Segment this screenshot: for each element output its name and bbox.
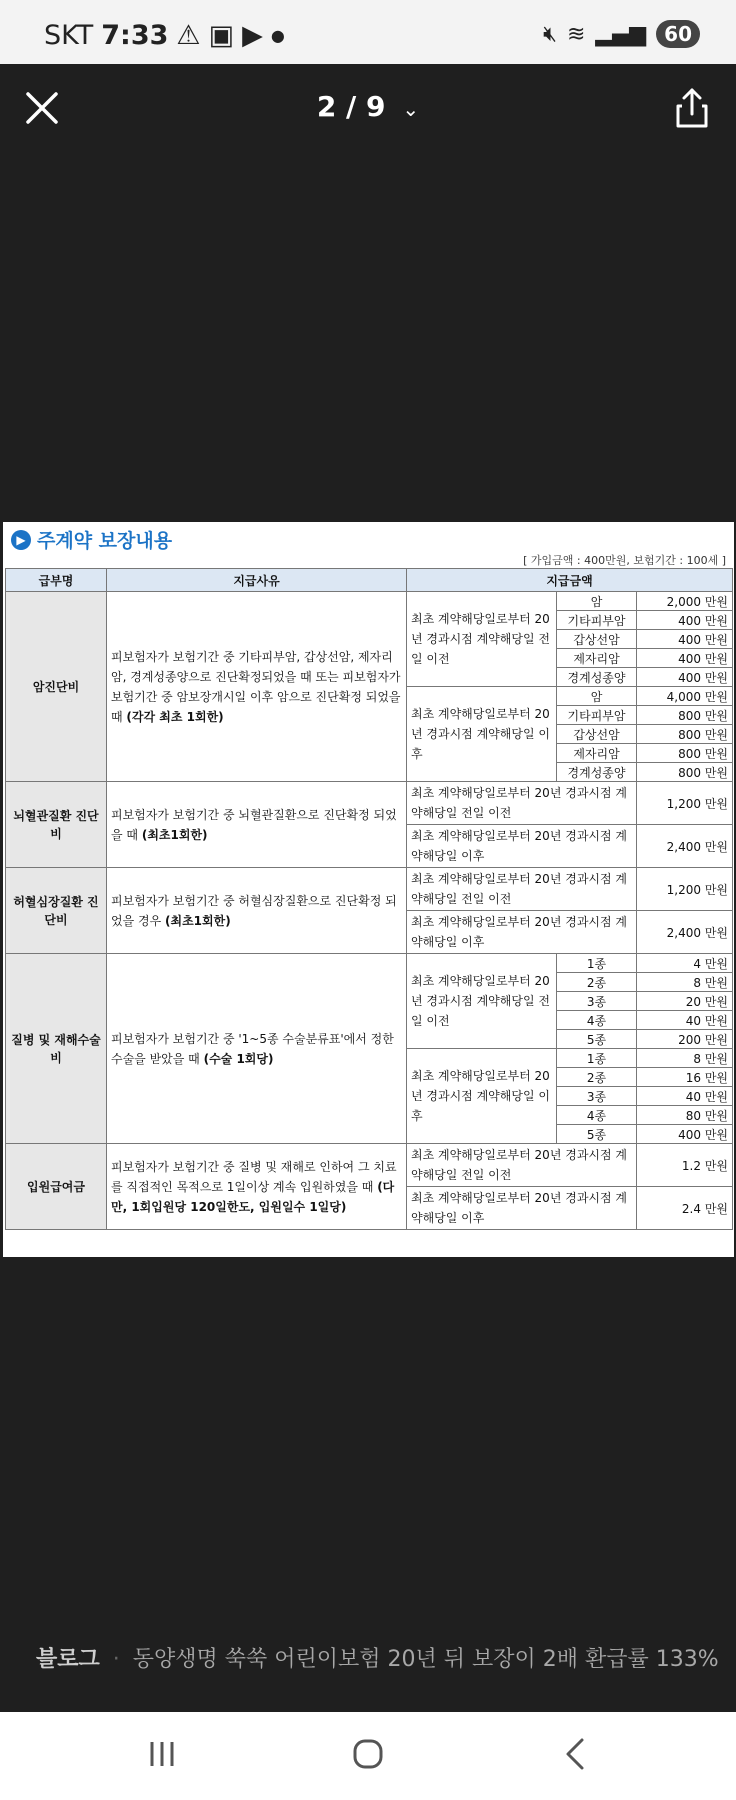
sub-type: 5종	[557, 1030, 637, 1049]
condition-after: 최초 계약해당일로부터 20년 경과시점 계약해당일 이후	[407, 687, 557, 782]
sub-type: 3종	[557, 1087, 637, 1106]
sub-amount: 40 만원	[637, 1087, 733, 1106]
condition-after: 최초 계약해당일로부터 20년 경과시점 계약해당일 이후	[407, 911, 637, 954]
benefit-name: 질병 및 재해수술비	[6, 954, 107, 1144]
amount: 2.4 만원	[637, 1187, 733, 1230]
status-bar	[0, 0, 736, 64]
sub-amount: 80 만원	[637, 1106, 733, 1125]
condition-before: 최초 계약해당일로부터 20년 경과시점 계약해당일 전일 이전	[407, 592, 557, 687]
sub-type: 4종	[557, 1011, 637, 1030]
benefit-reason: 피보험자가 보험기간 중 허혈심장질환으로 진단확정 되었을 경우 (최초1회한)	[107, 868, 407, 954]
recent-apps-icon[interactable]	[144, 1736, 180, 1772]
sub-type: 2종	[557, 1068, 637, 1087]
amount: 2,400 만원	[637, 825, 733, 868]
table-row	[6, 592, 733, 611]
sub-type: 기타피부암	[557, 706, 637, 725]
sub-type: 1종	[557, 954, 637, 973]
doc-subtitle: [ 가입금액 : 400만원, 보험기간 : 100세 ]	[523, 554, 726, 567]
sub-amount: 400 만원	[637, 668, 733, 687]
image-caption[interactable]	[36, 1642, 719, 1673]
signal-icon: ▂▄▆	[595, 21, 647, 47]
sub-type: 기타피부암	[557, 611, 637, 630]
notification-dot-icon: ●	[270, 26, 285, 45]
back-icon[interactable]	[558, 1736, 594, 1772]
sub-amount: 20 만원	[637, 992, 733, 1011]
sub-amount: 400 만원	[637, 611, 733, 630]
benefit-name: 암진단비	[6, 592, 107, 782]
condition-before: 최초 계약해당일로부터 20년 경과시점 계약해당일 전일 이전	[407, 868, 637, 911]
sub-amount: 8 만원	[637, 973, 733, 992]
media-icon: ▶	[242, 20, 263, 51]
separator-dot: ·	[112, 1647, 120, 1672]
viewer-top-bar	[0, 64, 736, 152]
condition-after: 최초 계약해당일로부터 20년 경과시점 계약해당일 이후	[407, 825, 637, 868]
sub-amount: 200 만원	[637, 1030, 733, 1049]
doc-title-text: 주계약 보장내용	[37, 530, 173, 552]
sub-type: 제자리암	[557, 649, 637, 668]
condition-after: 최초 계약해당일로부터 20년 경과시점 계약해당일 이후	[407, 1187, 637, 1230]
header-benefit: 급부명	[6, 569, 107, 592]
caption-title: 동양생명 쑥쑥 어린이보험 20년 뒤 보장이 2배 환급률 133%	[132, 1647, 719, 1672]
table-row	[6, 1144, 733, 1187]
document-image[interactable]	[3, 522, 734, 1257]
warning-icon: ⚠	[176, 20, 201, 51]
status-right	[543, 20, 700, 48]
sub-amount: 4,000 만원	[637, 687, 733, 706]
mute-icon: 🔇︎	[543, 21, 557, 47]
sub-amount: 40 만원	[637, 1011, 733, 1030]
sub-amount: 8 만원	[637, 1049, 733, 1068]
condition-before: 최초 계약해당일로부터 20년 경과시점 계약해당일 전일 이전	[407, 954, 557, 1049]
condition-before: 최초 계약해당일로부터 20년 경과시점 계약해당일 전일 이전	[407, 782, 637, 825]
sub-amount: 16 만원	[637, 1068, 733, 1087]
page-counter[interactable]	[0, 90, 736, 123]
amount: 1.2 만원	[637, 1144, 733, 1187]
amount: 2,400 만원	[637, 911, 733, 954]
sub-amount: 800 만원	[637, 706, 733, 725]
system-nav-bar	[0, 1712, 736, 1800]
battery-level: 60	[656, 20, 700, 48]
sub-amount: 2,000 만원	[637, 592, 733, 611]
carrier-label: SKT	[44, 20, 94, 51]
table-header-row	[6, 569, 733, 592]
sub-amount: 800 만원	[637, 725, 733, 744]
sub-amount: 400 만원	[637, 630, 733, 649]
sub-type: 4종	[557, 1106, 637, 1125]
sub-amount: 800 만원	[637, 744, 733, 763]
sub-type: 갑상선암	[557, 725, 637, 744]
sub-type: 2종	[557, 973, 637, 992]
benefit-reason: 피보험자가 보험기간 중 '1~5종 수술분류표'에서 정한 수술을 받았을 때 (수술 1회당)	[107, 954, 407, 1144]
sub-type: 3종	[557, 992, 637, 1011]
benefit-name: 뇌혈관질환 진단비	[6, 782, 107, 868]
sub-type: 제자리암	[557, 744, 637, 763]
table-row	[6, 868, 733, 911]
sub-type: 갑상선암	[557, 630, 637, 649]
chevron-down-icon: ⌄	[402, 97, 420, 121]
sub-amount: 4 만원	[637, 954, 733, 973]
screenshot-icon: ▣	[208, 20, 235, 51]
sub-amount: 800 만원	[637, 763, 733, 782]
benefit-reason: 피보험자가 보험기간 중 질병 및 재해로 인하여 그 치료를 직접적인 목적으로 1일이상 계속 입원하였을 때 (다만, 1회입원당 120일한도, 입원일수 1일당)	[107, 1144, 407, 1230]
benefit-reason: 피보험자가 보험기간 중 뇌혈관질환으로 진단확정 되었을 때 (최초1회한)	[107, 782, 407, 868]
wifi-icon: ≋	[566, 21, 586, 47]
home-icon[interactable]	[350, 1736, 386, 1772]
benefit-name: 허혈심장질환 진단비	[6, 868, 107, 954]
amount: 1,200 만원	[637, 782, 733, 825]
condition-after: 최초 계약해당일로부터 20년 경과시점 계약해당일 이후	[407, 1049, 557, 1144]
table-row	[6, 954, 733, 973]
sub-type: 5종	[557, 1125, 637, 1144]
doc-title	[11, 526, 172, 553]
play-circle-icon: ▶	[11, 530, 31, 550]
status-left	[44, 20, 285, 51]
sub-amount: 400 만원	[637, 649, 733, 668]
share-icon[interactable]	[672, 86, 712, 130]
benefit-reason: 피보험자가 보험기간 중 기타피부암, 갑상선암, 제자리암, 경계성종양으로 진단확정되었을 때 또는 피보험자가 보험기간 중 암보장개시일 이후 암으로 진단확정 되었을 때 (각각 최초 1회한)	[107, 592, 407, 782]
header-reason: 지급사유	[107, 569, 407, 592]
header-amount: 지급금액	[407, 569, 733, 592]
sub-type: 경계성종양	[557, 668, 637, 687]
sub-type: 암	[557, 592, 637, 611]
sub-amount: 400 만원	[637, 1125, 733, 1144]
table-row	[6, 782, 733, 825]
condition-before: 최초 계약해당일로부터 20년 경과시점 계약해당일 전일 이전	[407, 1144, 637, 1187]
sub-type: 경계성종양	[557, 763, 637, 782]
clock: 7:33	[101, 20, 169, 51]
caption-source: 블로그	[36, 1647, 100, 1672]
coverage-table	[5, 568, 733, 1230]
page-counter-label: 2 / 9	[316, 90, 386, 123]
sub-type: 암	[557, 687, 637, 706]
benefit-name: 입원급여금	[6, 1144, 107, 1230]
amount: 1,200 만원	[637, 868, 733, 911]
sub-type: 1종	[557, 1049, 637, 1068]
